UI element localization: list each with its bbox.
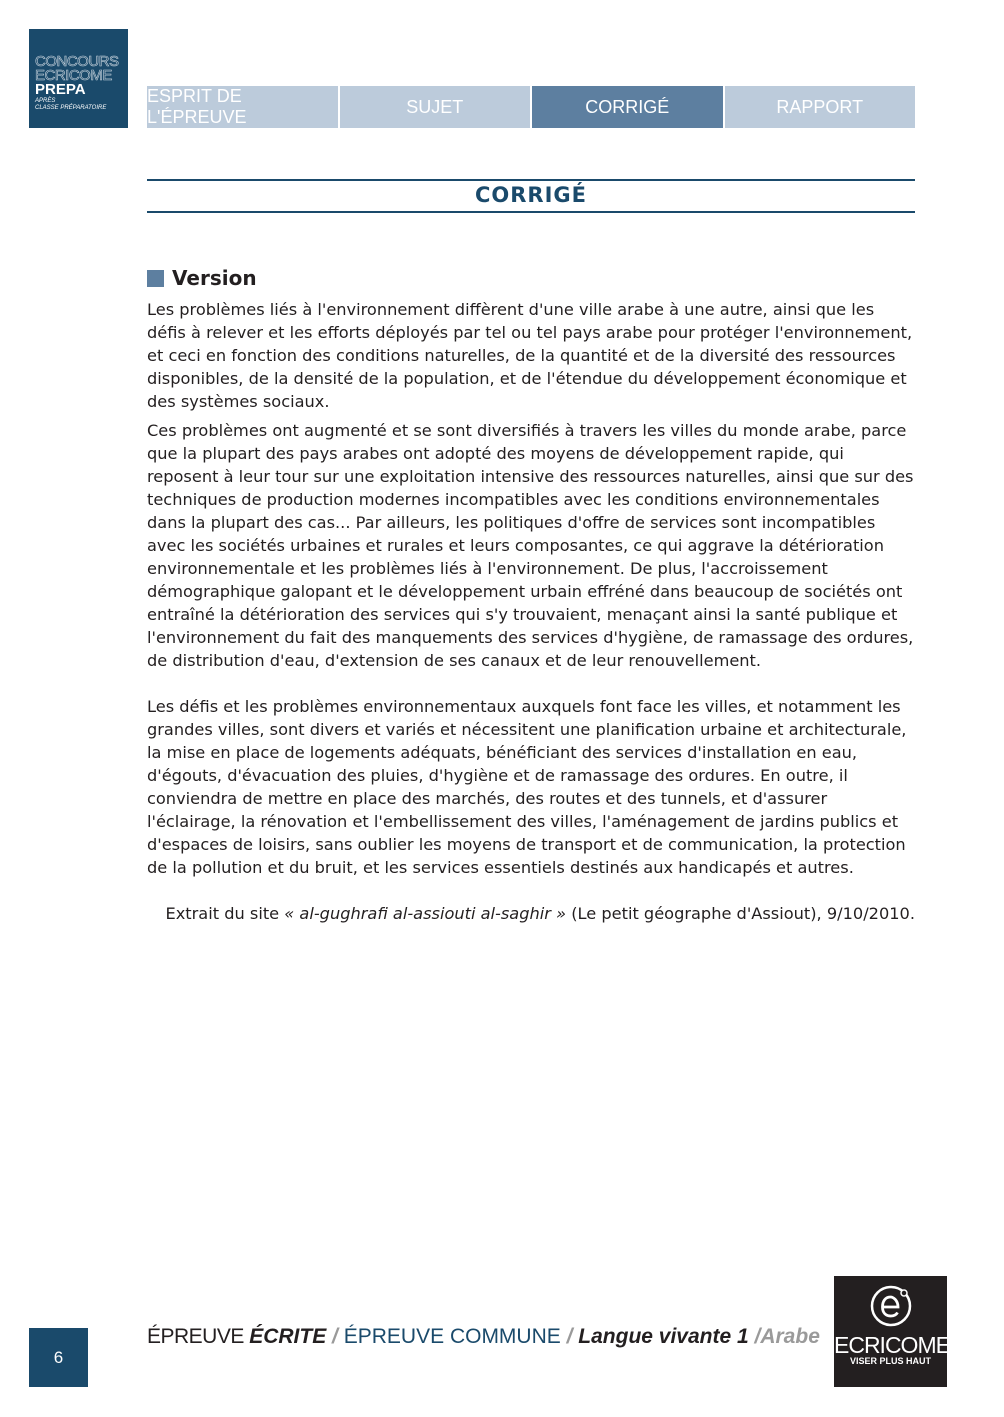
brand-name: ECRICOME bbox=[834, 1332, 950, 1358]
bullet-square-icon bbox=[147, 270, 164, 287]
footer-commune: COMMUNE bbox=[449, 1325, 561, 1348]
ecricome-e-icon bbox=[866, 1281, 916, 1331]
footer-separator: / bbox=[326, 1325, 344, 1348]
page-title: CORRIGÉ bbox=[475, 183, 587, 207]
concours-logo bbox=[29, 29, 128, 128]
page-number: 6 bbox=[29, 1328, 88, 1387]
brand-tagline: VISER PLUS HAUT bbox=[849, 1356, 931, 1366]
paragraph: Les problèmes liés à l'environnement diffèrent d'une ville arabe à une autre, ainsi que les défis à relever et les efforts déployés par tel ou tel pays arabe pour protéger l'environnement, et ceci en fonction des conditions naturelles, de la quantité et de la diversité des ressources disponibles, de la densité de la population, et de l'étendue du développement économique et des systèmes sociaux. bbox=[147, 300, 913, 411]
logo-ecricome: ECRICOME bbox=[35, 67, 112, 84]
title-rule-bottom bbox=[147, 211, 915, 213]
paragraph: Ces problèmes ont augmenté et se sont diversifiés à travers les villes du monde arabe, parce que la plupart des pays arabes ont adopté des moyens de développement rapide, qui reposent à leur tour sur une exploitation intensive des ressources naturelles, ainsi que sur des techniques de production modernes incompatibles avec les conditions environnementales dans la plupart des cas... Par ailleurs, les politiques d'offre de services sont incompatibles avec les sociétés urbaines et rurales et leurs composantes, ce qui aggrave la détérioration environnementale et les problèmes liés à l'environnement. De plus, l'accroissement démographique galopant et le développement urbain effréné dans beaucoup de sociétés ont entraîné la détérioration des services qui s'y trouvaient, menaçant ainsi la santé publique et l'environnement du fait des manquements des services d'hygiène, de ramassage des ordures, de distribution d'eau, d'extension de ses canaux et de leur renouvellement. bbox=[147, 421, 914, 670]
footer-exam-info bbox=[147, 1325, 820, 1349]
footer-ecrite: ÉCRITE bbox=[249, 1325, 327, 1348]
ecricome-brand-logo bbox=[834, 1276, 950, 1387]
title-rule-top bbox=[147, 179, 915, 181]
footer-arabe: Arabe bbox=[760, 1325, 820, 1348]
footer-separator: / bbox=[748, 1325, 761, 1348]
footer-langue: Langue vivante 1 bbox=[578, 1325, 749, 1348]
logo-classe-preparatoire: CLASSE PRÉPARATOIRE bbox=[35, 105, 107, 111]
tab-rapport[interactable]: RAPPORT bbox=[725, 86, 916, 128]
tab-corrige[interactable]: CORRIGÉ bbox=[532, 86, 723, 128]
section-tabs bbox=[147, 86, 915, 128]
logo-concours: CONCOURS bbox=[35, 53, 119, 70]
paragraph: Les défis et les problèmes environnementaux auxquels font face les villes, et notamment les grandes villes, sont divers et variés et nécessitent une planification urbaine et architecturale, la mise en place de logements adéquats, bénéficiant des services d'installation en eau, d'égouts, d'évacuation des pluies, d'hygiène et de ramassage des ordures. En outre, il conviendra de mettre en place des marchés, des routes et des tunnels, et d'assurer l'éclairage, la rénovation et l'embellissement des villes, l'aménagement de jardins publics et d'espaces de loisirs, sans oublier les moyens de transport et de communication, la protection de la pollution et du bruit, et les services essentiels destinés aux handicapés et autres. bbox=[147, 697, 907, 877]
footer-epreuve-commune-prefix: ÉPREUVE bbox=[343, 1325, 450, 1348]
tab-sujet[interactable]: SUJET bbox=[340, 86, 531, 128]
source-prefix: Extrait du site bbox=[165, 904, 285, 923]
source-title: « al-gughrafi al-assiouti al-saghir » bbox=[284, 904, 567, 923]
document-body bbox=[147, 298, 915, 925]
footer-epreuve: ÉPREUVE bbox=[147, 1325, 250, 1348]
footer-separator: / bbox=[560, 1325, 579, 1348]
logo-apres: APRÈS bbox=[35, 98, 56, 104]
source-citation bbox=[147, 902, 915, 925]
logo-prepa: PREPA bbox=[35, 81, 86, 98]
tab-esprit-de-l-epreuve[interactable]: ESPRIT DE L'ÉPREUVE bbox=[147, 86, 338, 128]
subheading-text: Version bbox=[172, 266, 257, 290]
source-suffix: (Le petit géographe d'Assiout), 9/10/2010. bbox=[566, 904, 915, 923]
subheading bbox=[147, 266, 257, 290]
